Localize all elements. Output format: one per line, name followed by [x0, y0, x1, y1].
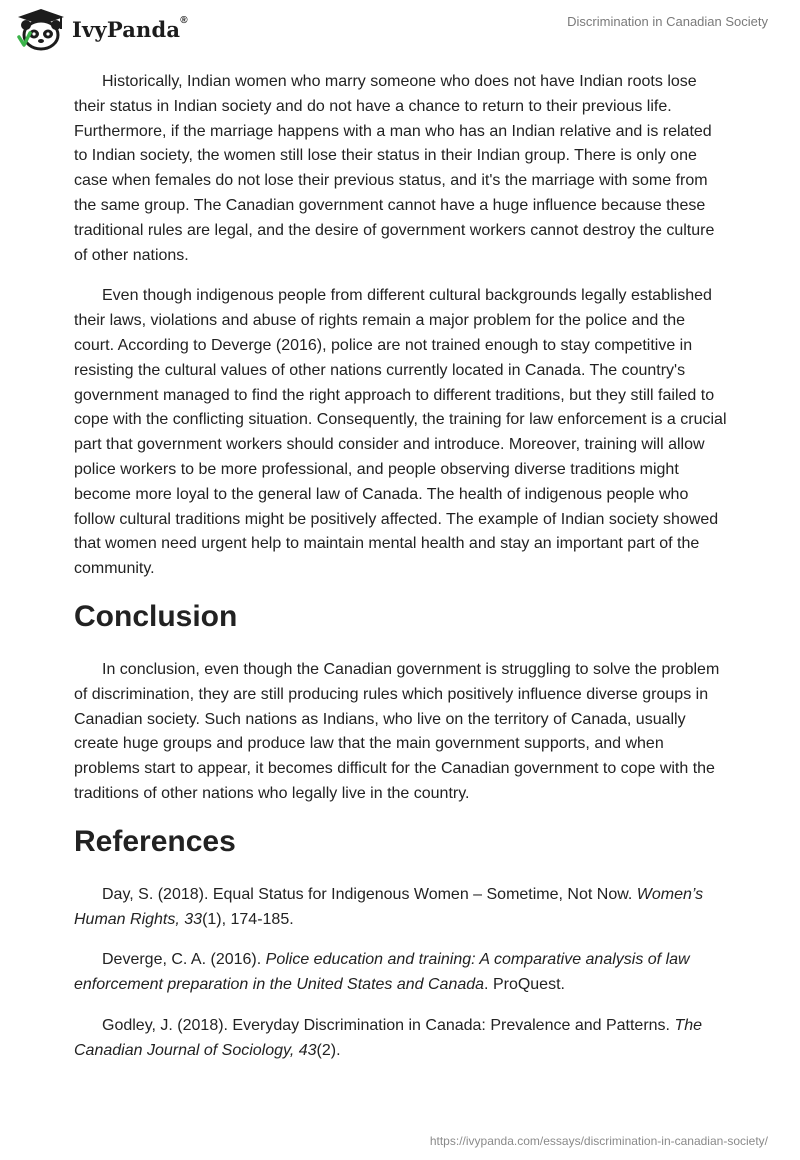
panda-graduate-icon [16, 7, 66, 51]
source-url-link[interactable]: https://ivypanda.com/essays/discrimination-in-canadian-society/ [429, 1134, 768, 1148]
ivypanda-logo[interactable] [16, 7, 188, 51]
reference-item-1: Day, S. (2018). Equal Status for Indigenous Women – Sometime, Not Now. Women’s Human Rights, 33(1), 174-185. [74, 885, 704, 928]
body-paragraph-1: Historically, Indian women who marry someone who does not have Indian roots lose their status in Indian society and do not have a chance to return to their previous life. Furthermore, if the marriage happens with a man who has an Indian relative and is related to Indian society, the women still lose their status in their Indian group. There is only one case when females do not lose their previous status, and it's the marriage with some from the same group. The Canadian government cannot have a huge influence because these traditional rules are legal, and the desire of government workers cannot destroy the culture of other nations. [74, 73, 715, 264]
page-header [0, 0, 800, 60]
body-paragraph-2: Even though indigenous people from different cultural backgrounds legally established their laws, violations and abuse of rights remain a major problem for the police and the court. According to Deverge (2016), police are not trained enough to stay competitive in resisting the cultural values of other nations currently located in Canada. The country's government managed to find the right approach to different traditions, but they still failed to cope with the conflicting situation. Consequently, the training for law enforcement is a crucial part that government workers should consider and introduce. Moreover, training will allow police workers to be more professional, and people observing diverse traditions might become more loyal to the general law of Canada. The health of indigenous people who follow cultural traditions might be positively affected. The example of Indian society showed that women need urgent help to maintain mental health and stay an important part of the community. [74, 287, 727, 578]
brand-name: IvyPanda® [72, 14, 188, 42]
document-title: Discrimination in Canadian Society [567, 14, 768, 29]
reference-item-2: Deverge, C. A. (2016). Police education and training: A comparative analysis of law enforcement preparation in the United States and Canada. ProQuest. [74, 951, 690, 994]
essay-content [74, 70, 728, 1080]
conclusion-heading: Conclusion [74, 599, 238, 633]
reference-item-3: Godley, J. (2018). Everyday Discrimination in Canada: Prevalence and Patterns. The Canadian Journal of Sociology, 43(2). [74, 1016, 703, 1059]
conclusion-paragraph: In conclusion, even though the Canadian government is struggling to solve the problem of discrimination, they are still producing rules which positively influence diverse groups in Canadian society. Such nations as Indians, who live on the territory of Canada, usually create huge groups and produce law that the main government supports, and when problems start to appear, it becomes difficult for the Canadian government to cope with the traditions of other nations who legally live in the country. [74, 660, 720, 802]
references-heading: References [74, 824, 236, 858]
